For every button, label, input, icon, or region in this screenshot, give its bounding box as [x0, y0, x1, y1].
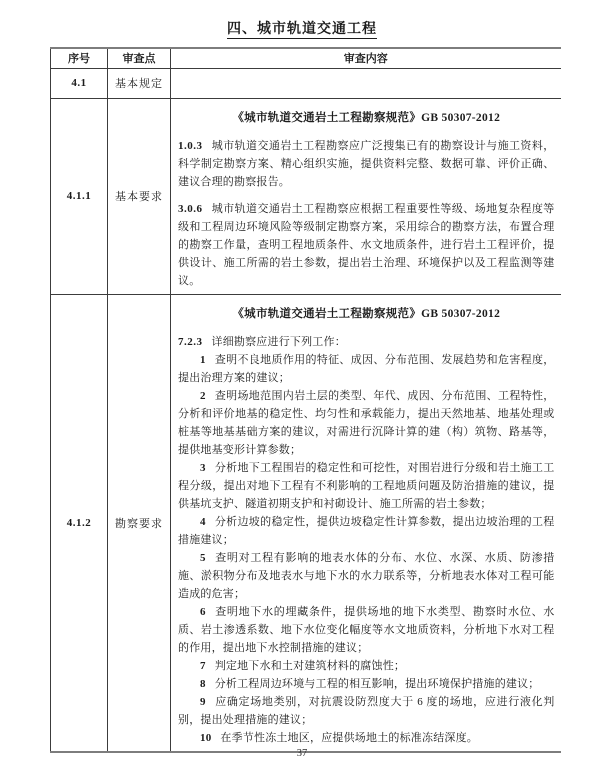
- code-title: 《城市轨道交通岩土工程勘察规范》GB 50307-2012: [232, 307, 501, 320]
- clause-text: 详细勘察应进行下列工作：: [211, 335, 346, 348]
- item-number: 1: [200, 353, 206, 366]
- page-title: 四、城市轨道交通工程: [227, 22, 377, 37]
- table-row: [51, 68, 561, 98]
- item-text: 查明地下水的埋藏条件，提供场地的地下水类型、勘察时水位、水质、岩土渗透系数、地下水位变化幅度等水文地质资料，分析地下水对工程的作用，提出地下水控制措施的建议；: [178, 605, 555, 654]
- row-review-point: 勘察要求: [108, 294, 171, 752]
- header-serial-number: 序号: [51, 48, 108, 68]
- item-text: 查明对工程有影响的地表水体的分布、水位、水深、水质、防渗措施、淤积物分布及地表水与地下水的水力联系等，分析地表水体对工程可能造成的危害；: [178, 551, 555, 600]
- list-item: [178, 513, 555, 549]
- item-text: 查明场地范围内岩土层的类型、年代、成因、分布范围、工程特性，分析和评价地基的稳定性、均匀性和承载能力，提出天然地基、地基处理或桩基等地基基础方案的建议，对需进行沉降计算的建（构）筑物、路基等，提供地基变形计算参数；: [178, 389, 555, 456]
- clause-number: 1.0.3: [178, 139, 203, 152]
- item-text: 分析地下工程围岩的稳定性和可挖性，对围岩进行分级和岩土施工工程分级，提出对地下工程有不利影响的工程地质问题及防治措施的建议，提供基坑支护、隧道初期支护和衬砌设计、施工所需的岩土参数；: [178, 461, 555, 510]
- header-review-content: 审查内容: [171, 48, 561, 68]
- clause-paragraph: [178, 333, 555, 351]
- item-number: 7: [200, 659, 206, 672]
- page-number: 37: [296, 748, 308, 759]
- table-row: [51, 98, 561, 294]
- item-text: 分析边坡的稳定性，提供边坡稳定性计算参数，提出边坡治理的工程措施建议；: [178, 515, 555, 546]
- row-review-content: [171, 294, 561, 752]
- row-review-point: 基本要求: [108, 98, 171, 294]
- list-item: [178, 549, 555, 603]
- item-text: 判定地下水和土对建筑材料的腐蚀性；: [214, 659, 406, 672]
- clause-paragraph: [178, 200, 555, 290]
- code-title: 《城市轨道交通岩土工程勘察规范》GB 50307-2012: [232, 111, 501, 124]
- list-item: [178, 675, 555, 693]
- table-row: [51, 294, 561, 752]
- item-number: 10: [200, 731, 212, 744]
- list-item: [178, 657, 555, 675]
- item-number: 9: [200, 695, 206, 708]
- list-item: [178, 603, 555, 657]
- header-review-point: 审查点: [108, 48, 171, 68]
- list-item: [178, 387, 555, 459]
- list-item: [178, 729, 555, 747]
- list-item: [178, 351, 555, 387]
- item-text: 应确定场地类别，对抗震设防烈度大于 6 度的场地，应进行液化判别，提出处理措施的建议；: [178, 695, 555, 726]
- item-number: 3: [200, 461, 206, 474]
- list-item: [178, 459, 555, 513]
- clause-text: 城市轨道交通岩土工程勘察应根据工程重要性等级、场地复杂程度等级和工程周边环境风险等级制定勘察方案，采用综合的勘察方法，布置合理的勘察工作量，查明工程地质条件、水文地质条件，进行岩土工程评价，提供设计、施工所需的岩土参数，提出岩土治理、环境保护以及工程监测等建议。: [178, 202, 555, 287]
- item-number: 6: [200, 605, 206, 618]
- row-review-content: [171, 98, 561, 294]
- clause-paragraph: [178, 137, 555, 191]
- item-number: 5: [200, 551, 206, 564]
- row-id: 4.1.2: [51, 294, 108, 752]
- list-item: [178, 693, 555, 729]
- row-review-content-empty: [171, 68, 561, 98]
- row-review-point: 基本规定: [108, 68, 171, 98]
- item-text: 在季节性冻土地区，应提供场地土的标准冻结深度。: [220, 731, 479, 744]
- item-number: 2: [200, 389, 206, 402]
- item-number: 8: [200, 677, 206, 690]
- clause-text: 城市轨道交通岩土工程勘察应广泛搜集已有的勘察设计与施工资料，科学制定勘察方案、精心组织实施，提供资料完整、数据可靠、评价正确、建议合理的勘察报告。: [178, 139, 555, 188]
- row-id: 4.1.1: [51, 98, 108, 294]
- table-header-row: [51, 48, 561, 68]
- clause-number: 7.2.3: [178, 335, 203, 348]
- item-text: 查明不良地质作用的特征、成因、分布范围、发展趋势和危害程度，提出治理方案的建议；: [178, 353, 555, 384]
- row-id: 4.1: [51, 68, 108, 98]
- item-text: 分析工程周边环境与工程的相互影响，提出环境保护措施的建议；: [214, 677, 540, 690]
- clause-number: 3.0.6: [178, 202, 203, 215]
- item-number: 4: [200, 515, 206, 528]
- review-table: [50, 47, 561, 753]
